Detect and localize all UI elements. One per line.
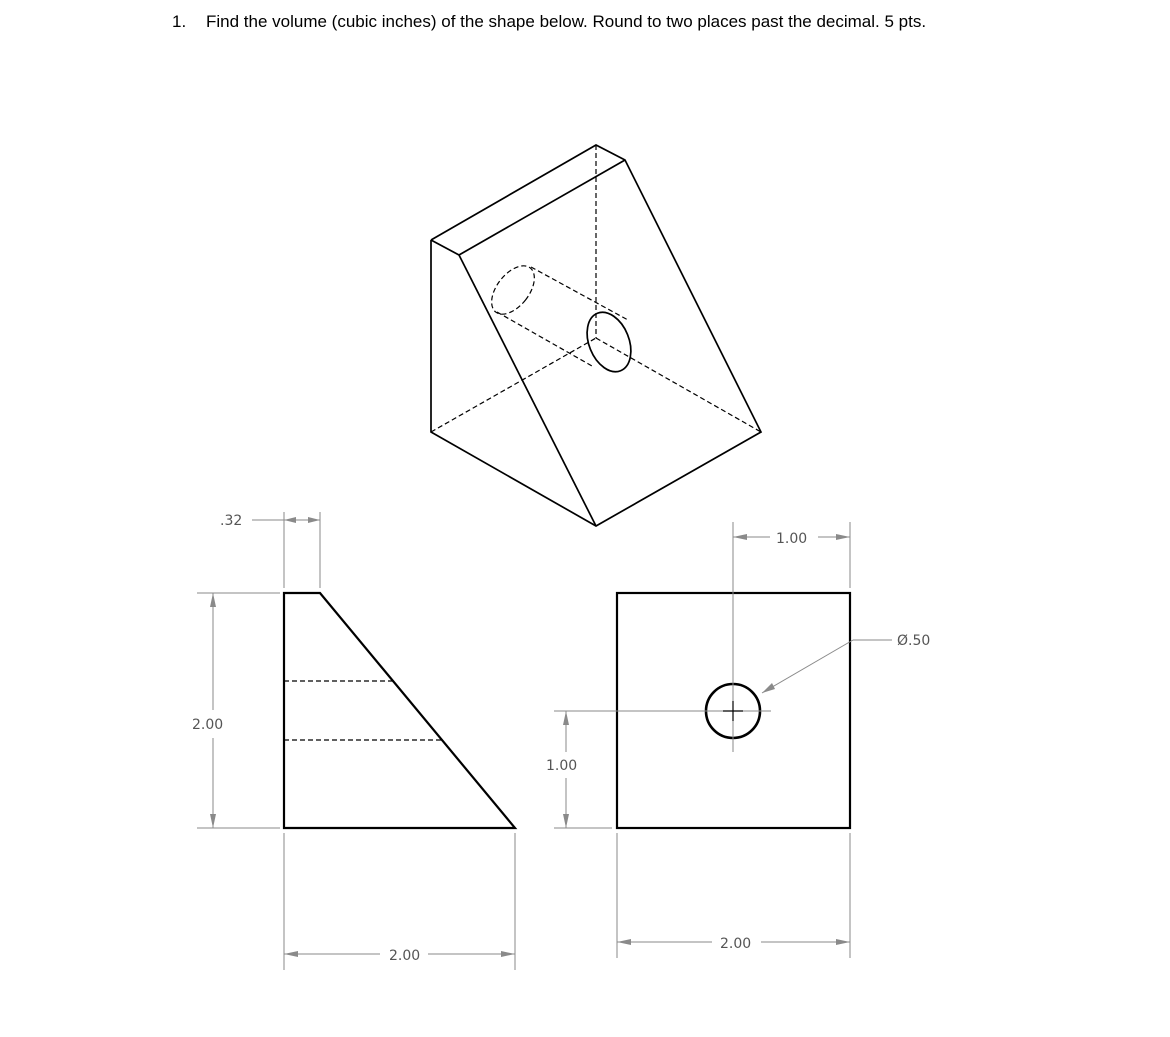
dimension-arrow [836, 939, 850, 945]
dimension-arrow [836, 534, 850, 540]
iso-edge [431, 240, 459, 255]
iso-edge [459, 255, 596, 526]
dimension-arrow [284, 951, 298, 957]
front-view [546, 522, 930, 958]
dim-height-label: 2.00 [192, 717, 224, 733]
isometric-view [431, 145, 761, 526]
side-view [192, 512, 515, 970]
leader-line [762, 640, 853, 693]
dimension-arrow [501, 951, 515, 957]
dimension-arrow [563, 711, 569, 725]
leader-arrow [762, 683, 775, 693]
dim-width-label: 2.00 [389, 948, 421, 964]
dim-thickness-label: .32 [220, 513, 243, 529]
dim-hole-x-label: 1.00 [776, 531, 808, 547]
question-number: 1. [172, 12, 187, 31]
question-text: Find the volume (cubic inches) of the shape below. Round to two places past the decimal. 5 pts. [206, 12, 927, 31]
iso-hidden-edge [431, 338, 596, 432]
iso-hidden-edge [596, 338, 761, 432]
iso-hole-hidden-edge [531, 267, 628, 320]
dimension-arrow [210, 814, 216, 828]
dimension-arrow [733, 534, 747, 540]
dim-diameter-label: Ø.50 [897, 633, 931, 649]
dimension-arrow [284, 517, 296, 523]
side-view-outline [284, 593, 515, 828]
dim-front-width-label: 2.00 [720, 936, 752, 952]
iso-hole-hidden [483, 258, 543, 322]
dimension-arrow [308, 517, 320, 523]
dim-hole-y-label: 1.00 [546, 758, 578, 774]
iso-edge [459, 160, 625, 255]
dimension-arrow [617, 939, 631, 945]
iso-hole [579, 306, 639, 378]
dimension-arrow [210, 593, 216, 607]
dimension-arrow [563, 814, 569, 828]
